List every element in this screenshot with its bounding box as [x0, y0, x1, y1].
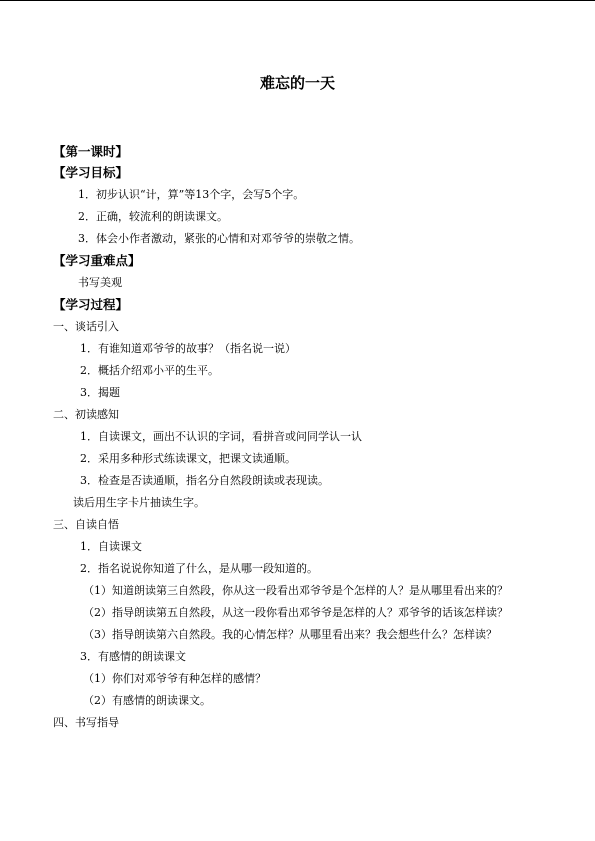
section-heading-first-lesson: 【第一课时】: [53, 144, 129, 159]
document-title: 难忘的一天: [259, 74, 335, 92]
process-step: 3．揭题: [80, 386, 120, 399]
section-heading-learning-process: 【学习过程】: [53, 297, 129, 312]
process-part-heading: 四、书写指导: [53, 716, 119, 729]
process-step: 1．自读课文，画出不认识的字词，看拼音或问同学认一认: [80, 430, 362, 443]
process-substep: （1）知道朗读第三自然段，你从这一段看出邓爷爷是个怎样的人？是从哪里看出来的？: [83, 584, 508, 597]
process-step: 1．有谁知道邓爷爷的故事？（指名说一说）: [80, 342, 296, 355]
process-step: 2．指名说说你知道了什么，是从哪一段知道的。: [80, 562, 318, 575]
goal-item: 1．初步认识“计，算”等13个字，会写5个字。: [78, 188, 305, 201]
process-substep: （2）指导朗读第五自然段，从这一段你看出邓爷爷是怎样的人？邓爷爷的话该怎样读？: [83, 606, 508, 619]
top-border-line: [0, 0, 595, 1]
process-part-heading: 三、自读自悟: [53, 518, 119, 531]
goal-item: 3．体会小作者激动，紧张的心情和对邓爷爷的崇敬之情。: [78, 232, 360, 245]
process-step: 2．概括介绍邓小平的生平。: [80, 364, 219, 377]
process-step: 3．检查是否读通顺，指名分自然段朗读或表现读。: [80, 474, 329, 487]
process-step: 1．自读课文: [80, 540, 142, 553]
process-step: 2．采用多种形式练读课文，把课文读通顺。: [80, 452, 296, 465]
process-part-heading: 二、初读感知: [53, 408, 119, 421]
section-heading-learning-goals: 【学习目标】: [53, 165, 129, 180]
goal-item: 2．正确，较流利的朗读课文。: [78, 210, 228, 223]
process-substep: （3）指导朗读第六自然段。我的心情怎样？从哪里看出来？我会想些什么？怎样读？: [83, 628, 497, 641]
process-substep: （1）你们对邓爷爷有种怎样的感情？: [83, 672, 266, 685]
difficulty-text: 书写美观: [78, 276, 122, 289]
process-note: 读后用生字卡片抽读生字。: [73, 496, 205, 509]
process-substep: （2）有感情的朗读课文。: [83, 694, 211, 707]
process-part-heading: 一、谈话引入: [53, 320, 119, 333]
section-heading-key-difficulties: 【学习重难点】: [53, 253, 141, 268]
process-step: 3．有感情的朗读课文: [80, 650, 186, 663]
